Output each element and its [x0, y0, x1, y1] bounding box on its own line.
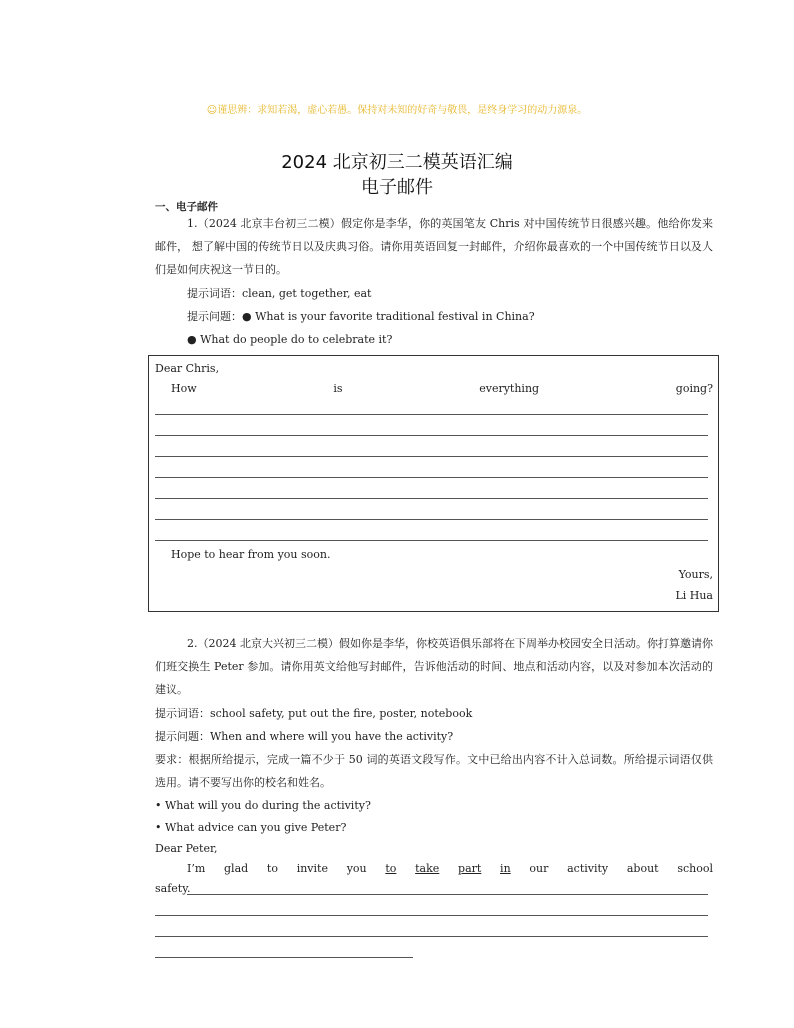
writing-line[interactable] [155, 957, 413, 958]
writing-line[interactable] [155, 519, 708, 520]
letter-word: everything [479, 382, 540, 395]
letter-closing: Hope to hear from you soon. [171, 548, 331, 561]
writing-line[interactable] [155, 414, 708, 415]
writing-line[interactable] [155, 915, 708, 916]
question-2-text: 2.（2024 北京大兴初三二模）假如你是李华，你校英语俱乐部将在下周举办校园安全日活动。你打算邀请你们班交换生 Peter 参加。请你用英文给他写封邮件，告诉他活动的时间、地点和活动内容，以及对参加本次活动的建议。 [155, 637, 713, 696]
document-title: 2024 北京初三二模英语汇编 [281, 152, 513, 173]
underlined-word: in [500, 862, 511, 875]
section-heading: 一、电子邮件 [155, 201, 218, 213]
letter-2-opening-line [187, 862, 713, 875]
writing-line[interactable] [155, 456, 708, 457]
letter-word: invite [296, 862, 328, 875]
question-2-hint-question: 提示问题：When and where will you have the activity? [155, 730, 454, 743]
document-subtitle: 电子邮件 [361, 177, 433, 198]
letter-word: going? [675, 382, 713, 395]
writing-line[interactable] [155, 435, 708, 436]
letter-word: activity [567, 862, 609, 875]
letter-opening-line [171, 382, 713, 395]
question-1-hint-question-1: 提示问题：● What is your favorite traditional festival in China? [187, 310, 535, 323]
letter-word: glad [224, 862, 249, 875]
letter-word: you [346, 862, 367, 875]
letter-word: about [626, 862, 659, 875]
writing-line[interactable] [155, 477, 708, 478]
letter-word: How [171, 382, 197, 395]
underlined-word: take [415, 862, 440, 875]
letter-2-greeting: Dear Peter, [155, 842, 218, 855]
letter-word: I’m [187, 862, 206, 875]
underlined-word: to [385, 862, 397, 875]
letter-word: to [266, 862, 278, 875]
question-1-text: 1.（2024 北京丰台初三二模）假定你是李华，你的英国笔友 Chris 对中国传统节日很感兴趣。他给你发来邮件， 想了解中国的传统节日以及庆典习俗。请你用英语回复一封邮件，介绍你最喜欢的一个中国传统节日以及人们是如何庆祝这一节日的。 [155, 217, 713, 276]
writing-line[interactable] [155, 540, 708, 541]
underlined-word: part [458, 862, 482, 875]
question-2-hint-words: 提示词语：school safety, put out the fire, poster, notebook [155, 707, 473, 720]
question-2-bullet-1: • What will you do during the activity? [155, 799, 371, 812]
letter-2-second-line-start: safety. [155, 882, 191, 895]
writing-line[interactable] [155, 936, 708, 937]
writing-line[interactable] [187, 894, 708, 895]
letter-word: is [333, 382, 343, 395]
letter-signature: Li Hua [675, 589, 713, 602]
writing-line[interactable] [155, 498, 708, 499]
question-2-requirement: 要求：根据所给提示，完成一篇不少于 50 词的英语文段写作。文中已给出内容不计入总词数。所给提示词语仅供选用。请不要写出你的校名和姓名。 [155, 753, 713, 789]
letter-word: our [529, 862, 549, 875]
question-1-hint-question-2: ● What do people do to celebrate it? [187, 333, 393, 346]
question-2-bullet-2: • What advice can you give Peter? [155, 821, 347, 834]
letter-signoff: Yours, [678, 568, 713, 581]
question-1-hint-words: 提示词语：clean, get together, eat [187, 287, 372, 300]
letter-greeting: Dear Chris, [155, 362, 220, 375]
header-motto: ☺谨思辨：求知若渴，虚心若愚。保持对未知的好奇与敬畏，是终身学习的动力源泉。 [206, 105, 588, 116]
letter-word: school [677, 862, 713, 875]
